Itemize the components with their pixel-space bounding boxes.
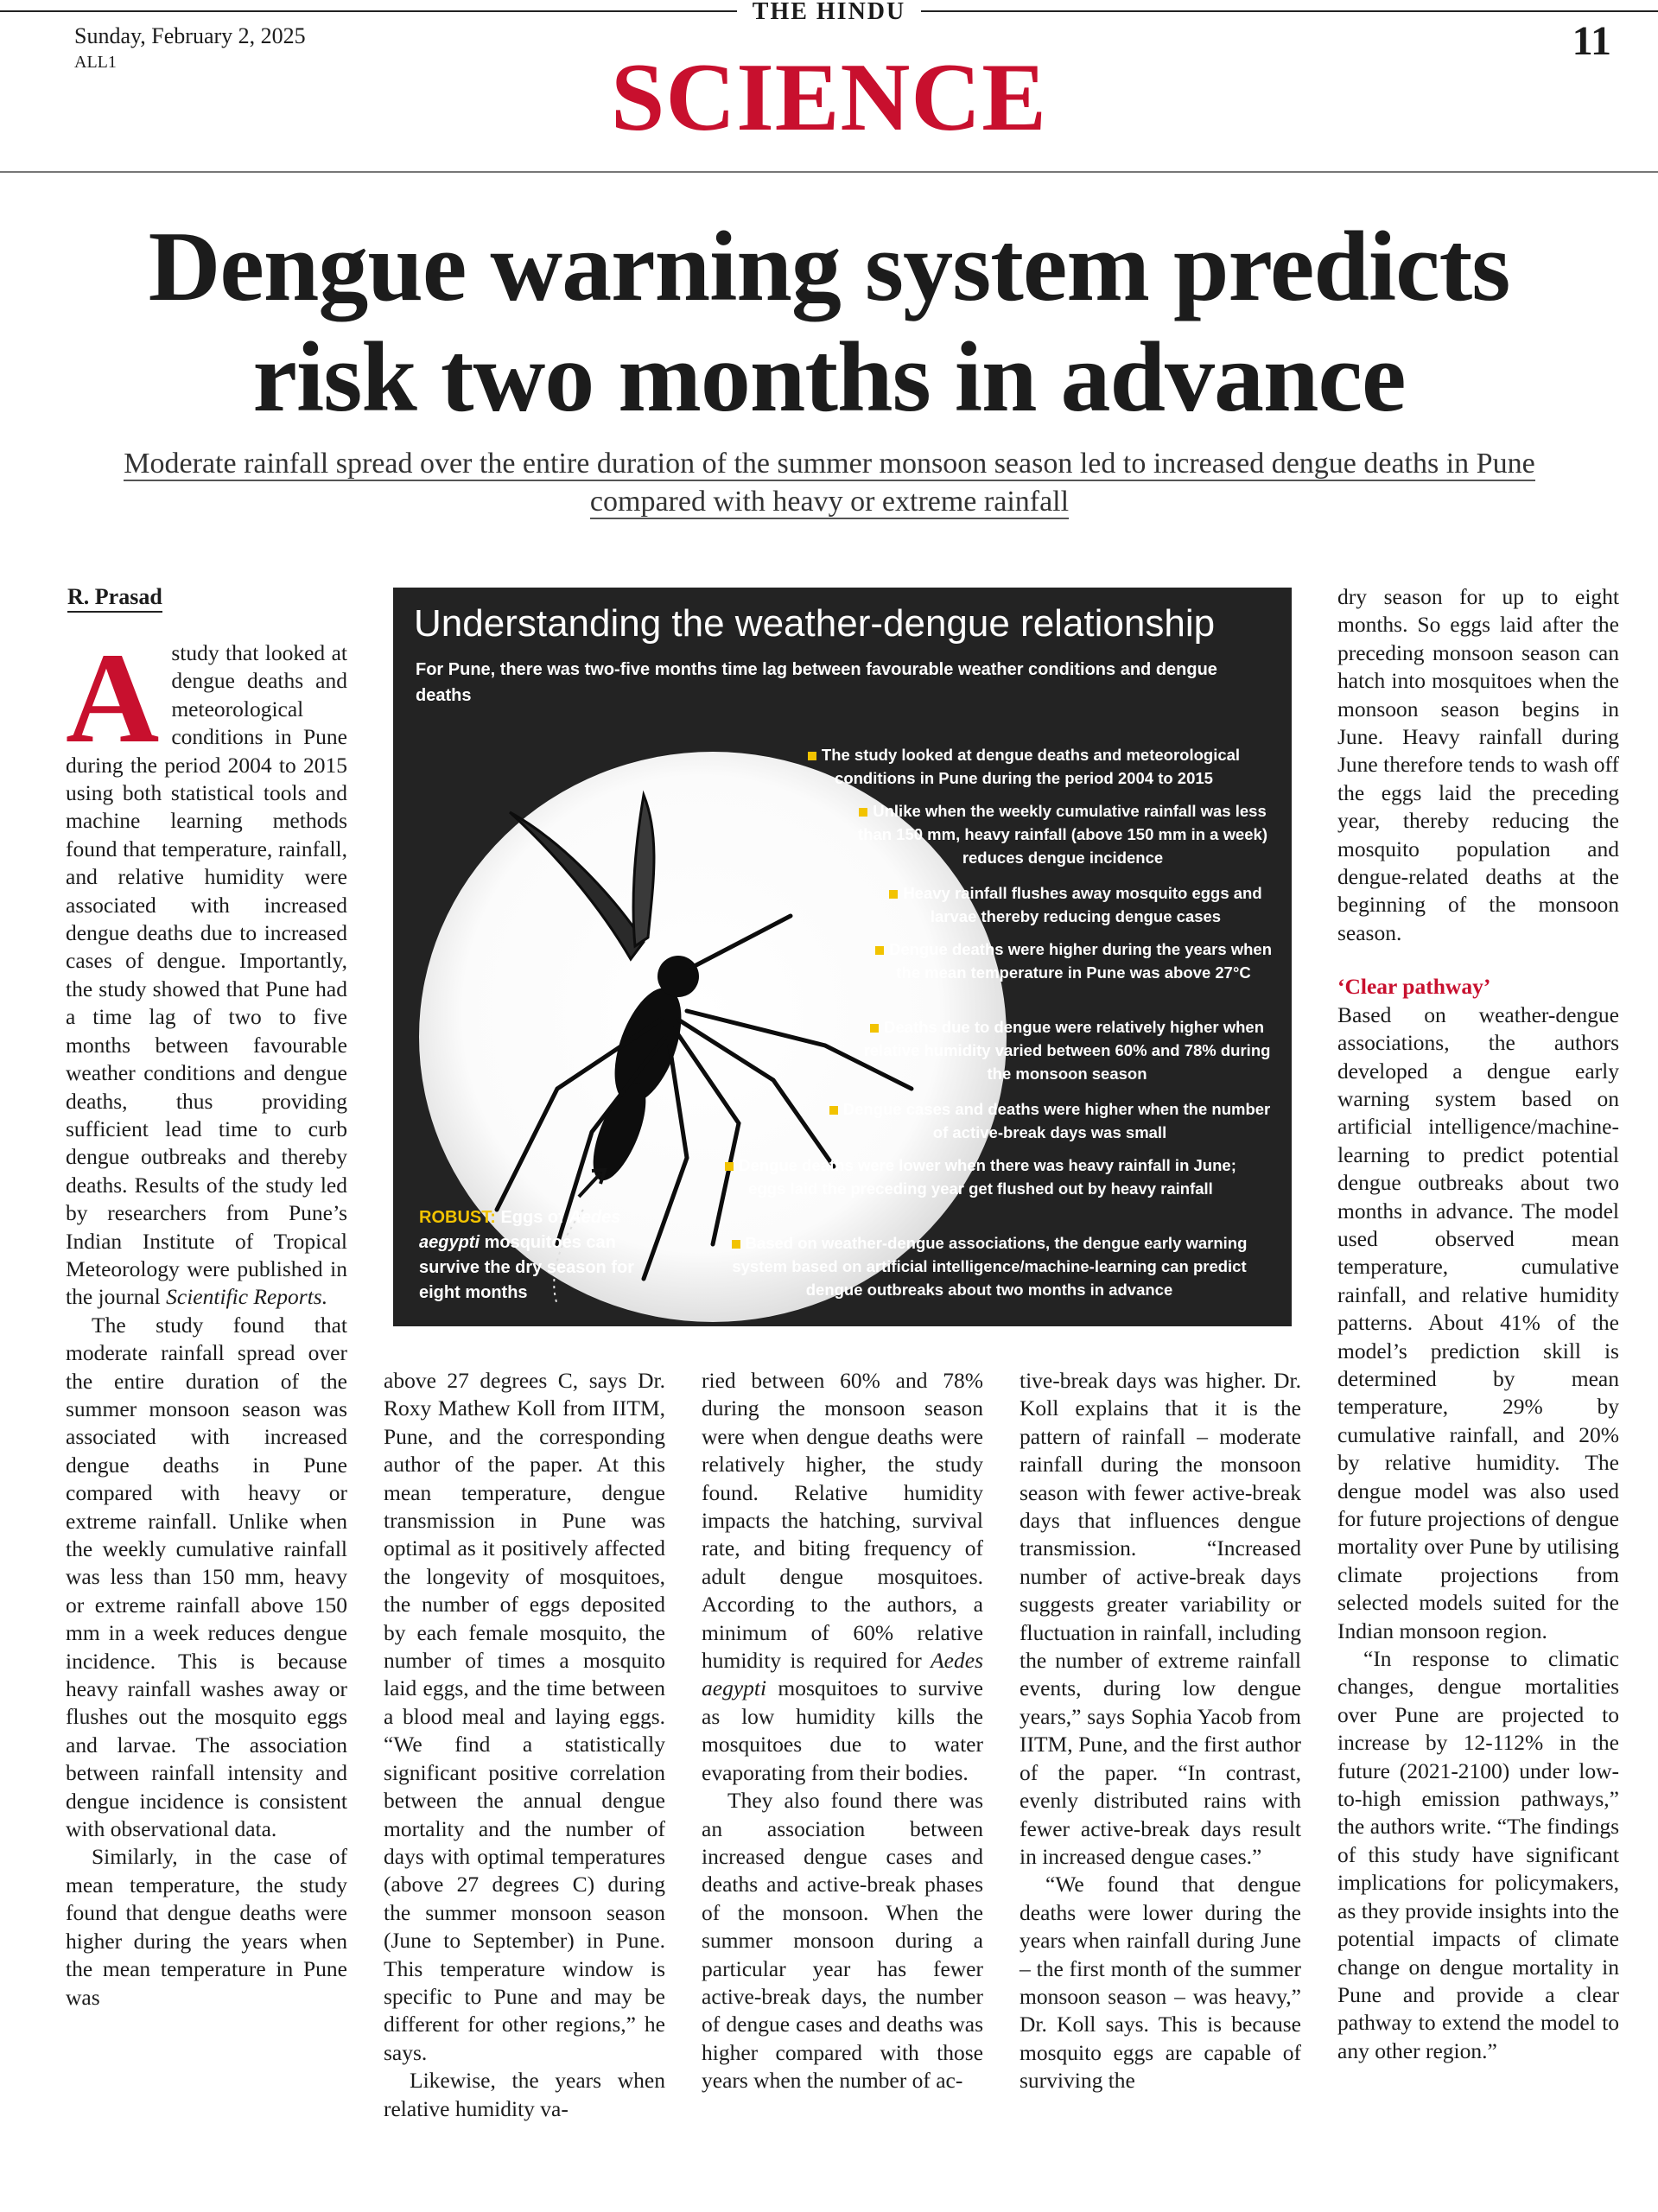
fact-item: The study looked at dengue deaths and meteorological conditions in Pune during the period 2004 to 2015 xyxy=(773,743,1274,790)
graphic-subtitle: For Pune, there was two-five months time lag between favourable weather conditions and dengue deaths xyxy=(416,660,1217,705)
section-title: SCIENCE xyxy=(611,44,1047,151)
fact-item: Heavy rainfall flushes away mosquito eggs and larvae thereby reducing dengue cases xyxy=(877,881,1274,928)
journal-name: Scientific Reports. xyxy=(166,1284,328,1310)
caption-label: ROBUST: xyxy=(419,1208,496,1227)
fact-item: Unlike when the weekly cumulative rainfall was less than 150 mm, heavy rainfall (above 150 mm in a week) reduces dengue incidence xyxy=(857,802,1267,867)
article-column-1 xyxy=(66,626,347,2012)
paragraph: The study found that moderate rainfall spread over the entire duration of the summer monsoon season was associated with increased dengue deaths in Pune compared with heavy or extreme rainfall. Unlike when the weekly cumulative rainfall was less than 150 mm, heavy or extreme rainfall above 150 mm in a week reduces dengue incidence. This is because heavy rainfall washes away or flushes out the mosquito eggs and larvae. The association between rainfall intensity and dengue incidence is consistent with observational data. xyxy=(66,1312,347,1842)
article-column-3 xyxy=(702,1367,983,2095)
graphic-title: Understanding the weather-dengue relationship xyxy=(414,602,1216,645)
fact-item: Deaths due to dengue were relatively higher when relative humidity varied between 60% and 78% during the monsoon season xyxy=(863,1018,1271,1083)
headline xyxy=(43,212,1615,433)
bullet-icon xyxy=(875,946,884,955)
date-line: Sunday, February 2, 2025 xyxy=(74,23,306,48)
paragraph: “In response to climatic changes, dengue mortalities over Pune are projected to increase by 12-112% in the future (2021-2100) under low-to-high emission pathways,” the authors write. “The findings of this study have significant implications for policymakers, as they provide insights into the potential impacts of climate change on dengue mortality in Pune and provide a clear pathway to extend the model to any other region.” xyxy=(1337,1646,1619,2063)
bullet-icon xyxy=(808,752,816,760)
paragraph: They also found there was an association between increased dengue cases and deaths and active-break phases of the monsoon. When the summer monsoon during a particular year has fewer active-break days, the number of dengue cases and deaths was higher compared with those years when the number of ac- xyxy=(702,1788,983,2094)
paragraph: Likewise, the years when relative humidity va- xyxy=(384,2068,665,2121)
article-column-4 xyxy=(1020,1367,1301,2095)
headline-line-2: risk two months in advance xyxy=(252,322,1406,433)
paragraph: above 27 degrees C, says Dr. Roxy Mathew Koll from IITM, Pune, and the corresponding author of the paper. At this mean temperature, dengue transmission in Pune was optimal as it positively affected the longevity of mosquitoes, the number of eggs deposited by each female mosquito, the number of times a mosquito laid eggs, and the time between a blood meal and laying eggs. “We find a statistically significant positive correlation between the annual dengue mortality and the number of days with optimal temperatures (above 27 degrees C) during the summer monsoon season (June to September) in Pune. This temperature window is specific to Pune and may be different for other regions,” he says. xyxy=(384,1368,665,2065)
bullet-icon xyxy=(889,890,898,899)
fact-item: Dengue deaths were higher during the years when the mean temperature in Pune was above 27°C xyxy=(873,938,1274,984)
bullet-icon xyxy=(732,1240,740,1249)
species-name: Aedes aegypti xyxy=(702,1648,983,1701)
subhead: ‘Clear pathway’ xyxy=(1337,974,1491,1000)
article-column-2 xyxy=(384,1367,665,2123)
paragraph: tive-break days was higher. Dr. Koll explains that it is the pattern of rainfall – moderate rainfall during the monsoon season with fewer active-break days that influences dengue transmission. “Increased number of active-break days suggests greater variability or fluctuation in rainfall, including the number of extreme rainfall events, during low dengue years,” says Sophia Yacob from IITM, Pune, and the first author of the paper. “In contrast, evenly distributed rains with fewer active-break days result in increased dengue cases.” xyxy=(1020,1368,1301,1869)
paragraph: “We found that dengue deaths were lower during the years when rainfall during June – the first month of the summer monsoon season – was heavy,” Dr. Koll says. This is because mosquito eggs are capable of surviving the xyxy=(1020,1872,1301,2094)
paragraph: Similarly, in the case of mean temperature, the study found that dengue deaths were higher during the years when the mean temperature in Pune was xyxy=(66,1844,347,2010)
headline-line-1: Dengue warning system predicts xyxy=(148,212,1510,322)
bullet-icon xyxy=(829,1106,838,1115)
standfirst-line-1: Moderate rainfall spread over the entire duration of the summer monsoon season led to increased dengue deaths in Pune xyxy=(124,448,1535,480)
byline: R. Prasad xyxy=(67,583,162,613)
photo-caption: ROBUST: Eggs of Aedes aegypti mosquitoes can survive the dry season for eight months xyxy=(419,1208,634,1302)
paragraph: ried between 60% and 78% during the monsoon season were when dengue deaths were relatively higher, the study found. Relative humidity impacts the hatching, survival rate, and biting frequency of adult dengue mosquitoes. According to the authors, a minimum of 60% relative humidity is required for Aedes aegypti mosquitoes to survive as low humidity kills the mosquitoes due to water evaporating from their bodies. xyxy=(702,1368,984,1785)
fact-item: Dengue cases and deaths were higher when the number of active-break days was small xyxy=(825,1097,1274,1144)
drop-cap: A xyxy=(66,626,160,770)
fact-item: Dengue deaths were lower when there was heavy rainfall in June; eggs laid the preceding year get flushed out by heavy rainfall xyxy=(721,1154,1240,1200)
infographic xyxy=(393,588,1292,1326)
page-number: 11 xyxy=(1572,18,1611,64)
paper-name: THE HINDU xyxy=(0,0,1658,24)
header-divider xyxy=(0,171,1658,173)
article-column-5 xyxy=(1337,583,1619,2065)
paragraph: Based on weather-dengue associations, the authors developed a dengue early warning system based on artificial intelligence/machine-learning to predict potential dengue outbreaks about two months in advance. The model used observed mean temperature, cumulative rainfall, and relative humidity patterns. About 41% of the model’s prediction skill is determined by mean temperature, 29% by cumulative rainfall, and 20% by relative humidity. The dengue model was also used for future projections of dengue mortality over Pune by utilising climate projections from selected models suited for the Indian monsoon region. xyxy=(1337,1001,1619,1643)
paragraph: Astudy that looked at dengue deaths and meteorological conditions in Pune during the period 2004 to 2015 using both statistical tools and machine learning methods found that temperature, rainfall, and relative humidity were associated with increased dengue deaths due to increased cases of dengue. Importantly, the study showed that Pune had a time lag of two to five months between favourable weather conditions and dengue deaths, thus providing sufficient lead time to curb dengue outbreaks and thereby deaths. Results of the study led by researchers from Pune’s Indian Institute of Tropical Meteorology were published in the journal Scientific Reports. xyxy=(66,626,347,1310)
bullet-icon xyxy=(870,1024,879,1033)
paragraph: dry season for up to eight months. So eggs laid after the preceding monsoon season can hatch into mosquitoes when the monsoon season begins in June. Heavy rainfall during June therefore tends to wash off the eggs laid the preceding year, thereby reducing the mosquito population and dengue-related deaths at the beginning of the monsoon season. xyxy=(1337,584,1619,945)
bullet-icon xyxy=(725,1162,734,1171)
fact-item: Based on weather-dengue associations, the dengue early warning system based on artificial intelligence/machine-learning can predict dengue outbreaks about two months in advance xyxy=(732,1234,1248,1299)
edition-code: ALL1 xyxy=(74,53,117,72)
standfirst-line-2: compared with heavy or extreme rainfall xyxy=(589,486,1070,518)
standfirst xyxy=(52,445,1607,521)
bullet-icon xyxy=(859,808,867,817)
